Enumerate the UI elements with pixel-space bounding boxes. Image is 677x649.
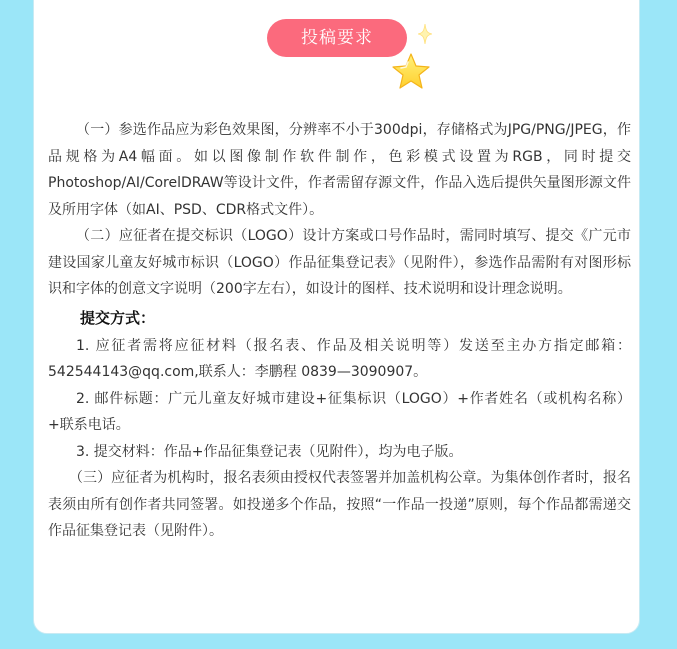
section-title-badge: 投稿要求 [267,19,407,57]
paragraph-format-requirements: （一）参选作品应为彩色效果图，分辨率不小于300dpi，存储格式为JPG/PNG/JPEG，作品规格为A4幅面。如以图像制作软件制作，色彩模式设置为RGB，同时提交Photoshop/AI/CorelDRAW等设计文件，作者需留存源文件，作品入选后提供矢量图形源文件及所用字体（如AI、PSD、CDR格式文件）。 [48,122,631,218]
star-icon [391,52,431,90]
submit-method-heading: 提交方式： [80,308,156,327]
submit-item-email-title: 2. 邮件标题：广元儿童友好城市建设+征集标识（LOGO）+作者姓名（或机构名称）+联系电话。 [48,390,631,433]
paragraph-registration-requirements: （二）应征者在提交标识（LOGO）设计方案或口号作品时，需同时填写、提交《广元市建设国家儿童友好城市标识（LOGO）作品征集登记表》（见附件），参选作品需附有对图形标识和字体的创意文字说明（200字左右），如设计的图样、技术说明和设计理念说明。 [48,228,631,297]
submission-requirements-text [48,117,631,545]
paragraph-organization-requirements: （三）应征者为机构时，报名表须由授权代表签署并加盖机构公章。为集体创作者时，报名表须由所有创作者共同签署。如投递多个作品，按照“一作品一投递”原则，每个作品都需递交作品征集登记表（见附件）。 [48,470,631,539]
sparkle-icon [418,24,432,44]
submit-item-materials: 3. 提交材料：作品+作品征集登记表（见附件），均为电子版。 [76,443,463,460]
submit-item-email: 1. 应征者需将应征材料（报名表、作品及相关说明等）发送至主办方指定邮箱：542544143@qq.com,联系人：李鹏程 0839—3090907。 [48,337,631,380]
